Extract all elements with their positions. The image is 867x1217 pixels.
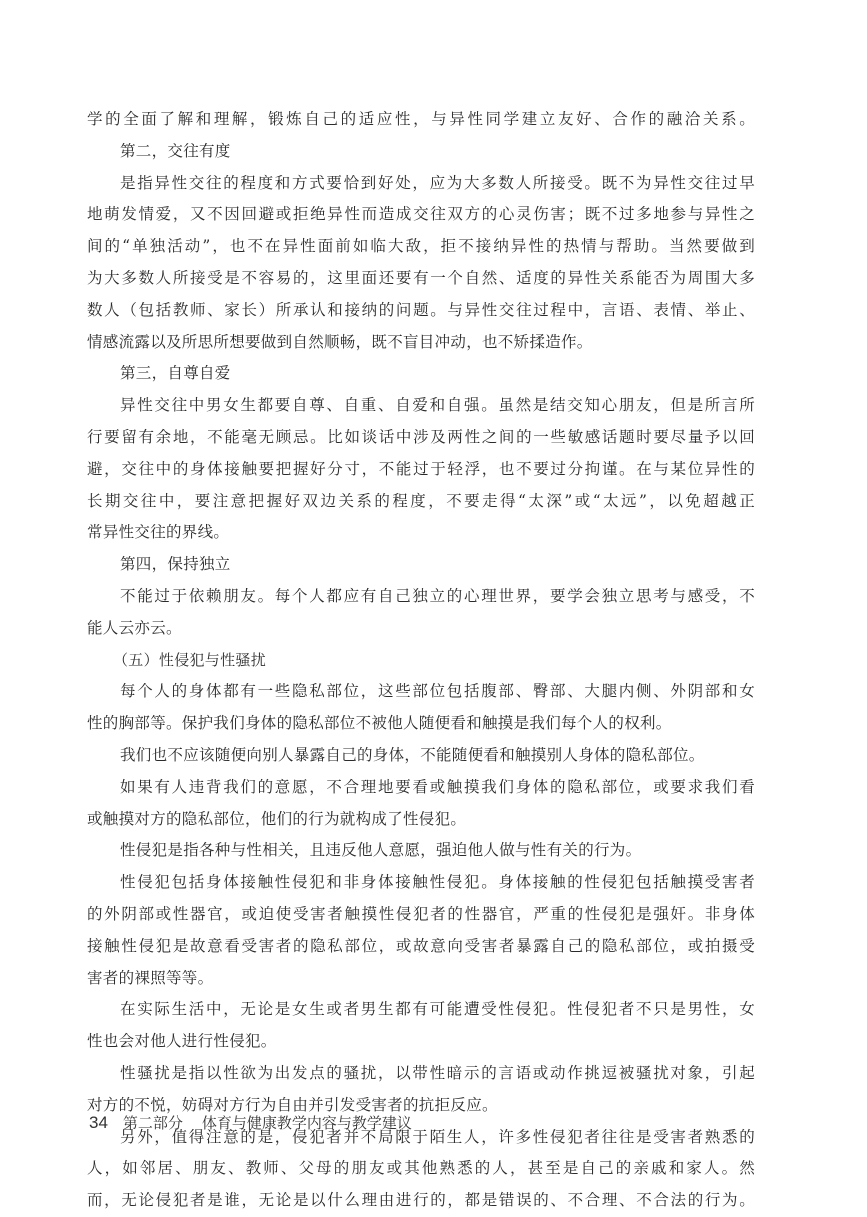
- page-body: [87, 104, 755, 1217]
- paragraph-line: 在实际生活中，无论是女生或者男生都有可能遭受性侵犯。性侵犯者不只是男性，女: [120, 1000, 755, 1019]
- paragraph-line: 间的“单独活动”，也不在异性面前如临大敌，拒不接纳异性的热情与帮助。当然要做到: [87, 237, 755, 256]
- paragraph-line: 而，无论侵犯者是谁，无论是以什么理由进行的，都是错误的、不合理、不合法的行为。: [87, 1191, 755, 1210]
- paragraph-line: 能人云亦云。: [87, 618, 182, 637]
- paragraph-line: 害者的裸照等等。: [87, 968, 214, 987]
- paragraph-line: 行要留有余地，不能毫无顾忌。比如谈话中涉及两性之间的一些敏感话题时要尽量予以回: [87, 427, 755, 446]
- paragraph-line: 性骚扰是指以性欲为出发点的骚扰，以带性暗示的言语或动作挑逗被骚扰对象，引起: [120, 1063, 755, 1082]
- paragraph-line: 不能过于依赖朋友。每个人都应有自己独立的心理世界，要学会独立思考与感受，不: [120, 586, 755, 605]
- paragraph-line: 是指异性交往的程度和方式要恰到好处，应为大多数人所接受。既不为异性交往过早: [120, 173, 755, 192]
- paragraph-line: 另外，值得注意的是，侵犯者并不局限于陌生人，许多性侵犯者往往是受害者熟悉的: [120, 1127, 755, 1146]
- paragraph-line: 人，如邻居、朋友、教师、父母的朋友或其他熟悉的人，甚至是自己的亲戚和家人。然: [87, 1159, 755, 1178]
- paragraph-line: 学的全面了解和理解，锻炼自己的适应性，与异性同学建立友好、合作的融洽关系。: [87, 110, 755, 128]
- paragraph-line: 我们也不应该随便向别人暴露自己的身体，不能随便看和触摸别人身体的隐私部位。: [120, 745, 705, 764]
- subheading-third: 第三，自尊自爱: [120, 364, 231, 383]
- section-heading: （五）性侵犯与性骚扰: [113, 650, 267, 669]
- paragraph-line: 每个人的身体都有一些隐私部位，这些部位包括腹部、臀部、大腿内侧、外阴部和女: [120, 682, 755, 701]
- paragraph-line: 性也会对他人进行性侵犯。: [87, 1032, 277, 1051]
- paragraph-line: 异性交往中男女生都要自尊、自重、自爱和自强。虽然是结交知心朋友，但是所言所: [120, 396, 755, 415]
- paragraph-line: 的外阴部或性器官，或迫使受害者触摸性侵犯者的性器官，严重的性侵犯是强奸。非身体: [87, 904, 755, 923]
- paragraph-line: 如果有人违背我们的意愿，不合理地要看或触摸我们身体的隐私部位，或要求我们看: [120, 777, 755, 796]
- paragraph-line: 性侵犯是指各种与性相关，且违反他人意愿，强迫他人做与性有关的行为。: [120, 841, 642, 860]
- paragraph-line: 为大多数人所接受是不容易的，这里面还要有一个自然、适度的异性关系能否为周围大多: [87, 268, 755, 287]
- paragraph-line: 避，交往中的身体接触要把握好分寸，不能过于轻浮，也不要过分拘谨。在与某位异性的: [87, 459, 755, 478]
- paragraph-line: 情感流露以及所思所想要做到自然顺畅，既不盲目冲动，也不矫揉造作。: [87, 332, 593, 351]
- paragraph-line: 或触摸对方的隐私部位，他们的行为就构成了性侵犯。: [87, 809, 467, 828]
- paragraph-line: 地萌发情爱，又不因回避或拒绝异性而造成交往双方的心灵伤害；既不过多地参与异性之: [87, 205, 755, 224]
- paragraph-line: 接触性侵犯是故意看受害者的隐私部位，或故意向受害者暴露自己的隐私部位，或拍摄受: [87, 936, 755, 955]
- paragraph-line: 数人（包括教师、家长）所承认和接纳的问题。与异性交往过程中，言语、表情、举止、: [87, 300, 755, 319]
- footer-part-label: 第二部分: [122, 1114, 183, 1132]
- paragraph-line: 常异性交往的界线。: [87, 523, 230, 542]
- footer-section-title: 体育与健康教学内容与教学建议: [201, 1114, 412, 1132]
- page-number: 34: [89, 1113, 108, 1132]
- page-footer: [89, 1112, 412, 1133]
- subheading-fourth: 第四，保持独立: [120, 555, 231, 574]
- paragraph-line: 性的胸部等。保护我们身体的隐私部位不被他人随便看和触摸是我们每个人的权利。: [87, 714, 672, 733]
- paragraph-line: 长期交往中，要注意把握好双边关系的程度，不要走得“太深”或“太远”，以免超越正: [87, 491, 755, 510]
- paragraph-line: 对方的不悦，妨碍对方行为自由并引发受害者的抗拒反应。: [87, 1095, 498, 1114]
- paragraph-line: 性侵犯包括身体接触性侵犯和非身体接触性侵犯。身体接触的性侵犯包括触摸受害者: [120, 873, 755, 892]
- subheading-second: 第二，交往有度: [120, 141, 231, 160]
